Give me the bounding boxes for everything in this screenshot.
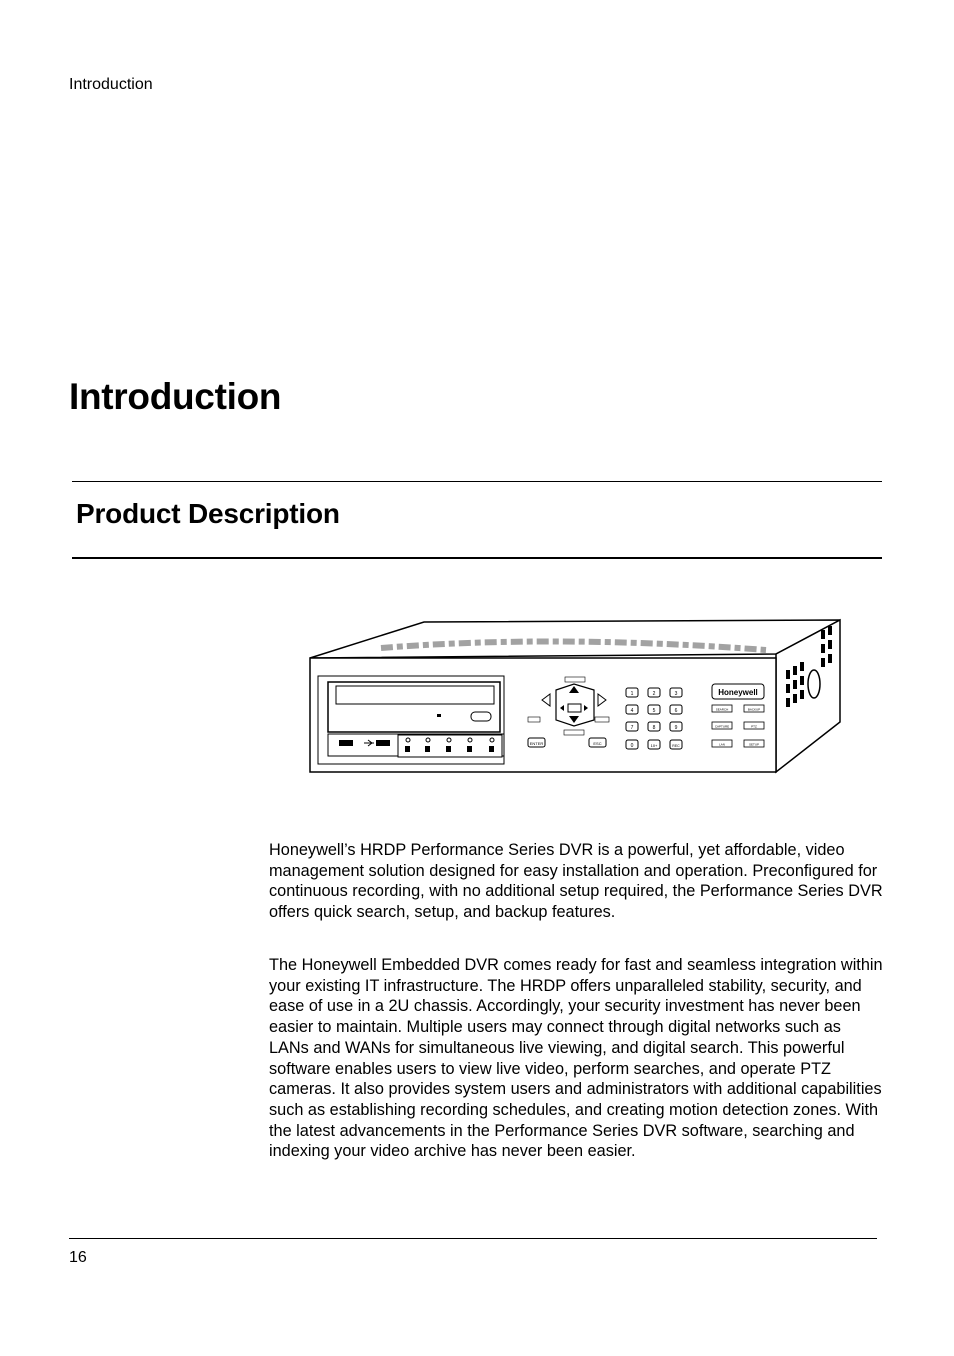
paragraph-integration: The Honeywell Embedded DVR comes ready for fast and seamless integration within your existing IT infrastructure. The HRDP offers unparalleled stability, security, and ease of use in a 2U chassis. Accordingly, your security investment has never been easier to maintain. Multiple users may connect through digital networks such as LANs and WANs for simultaneous live viewing, and digital search. This powerful software enables users to view live video, perform searches, and operate PTZ cameras. It also provides system users and administrators with additional capabilities such as establishing recording schedules, and creating motion detection zones. With the latest advancements in the Performance Series DVR software, searching and indexing your video archive has never been easier. (269, 956, 883, 1161)
esc-button-label: ESC (593, 741, 602, 746)
key-5-label: 5 (652, 708, 656, 714)
ptz-button-label: PTZ (751, 724, 757, 729)
chapter-title: Introduction (69, 376, 282, 417)
section-rule-bottom (72, 557, 882, 559)
key-2-label: 2 (652, 691, 656, 697)
key-1-label: 1 (630, 691, 634, 697)
dvr-product-illustration (306, 614, 846, 776)
key-8-label: 8 (652, 725, 656, 731)
section-title: Product Description (76, 498, 340, 529)
setup-button-label: SETUP (748, 742, 760, 747)
key-0-label: 0 (630, 743, 634, 749)
search-button-label: SEARCH (715, 707, 729, 712)
key-10-plus-label: 10+ (650, 743, 658, 748)
section-rule-top (72, 481, 882, 482)
running-header: Introduction (69, 76, 153, 93)
key-7-label: 7 (630, 725, 634, 731)
key-4-label: 4 (630, 708, 634, 714)
enter-button-label: ENTER (529, 741, 544, 746)
key-3-label: 3 (674, 691, 678, 697)
honeywell-logo: Honeywell (718, 688, 758, 697)
footer-rule (69, 1238, 877, 1239)
key-9-label: 9 (674, 725, 678, 731)
paragraph-overview: Honeywell’s HRDP Performance Series DVR is a powerful, yet affordable, video management solution designed for easy installation and operation. Preconfigured for continuous recording, with no additional setup required, the Performance Series DVR offers quick search, setup, and backup features. (269, 841, 883, 922)
backup-button-label: BACKUP (747, 707, 761, 712)
key-6-label: 6 (674, 708, 678, 714)
lan-button-label: LAN (719, 742, 725, 747)
key-rec-label: REC (672, 744, 680, 748)
page-number: 16 (69, 1249, 87, 1266)
capture-button-label: CAPTURE (714, 724, 730, 729)
